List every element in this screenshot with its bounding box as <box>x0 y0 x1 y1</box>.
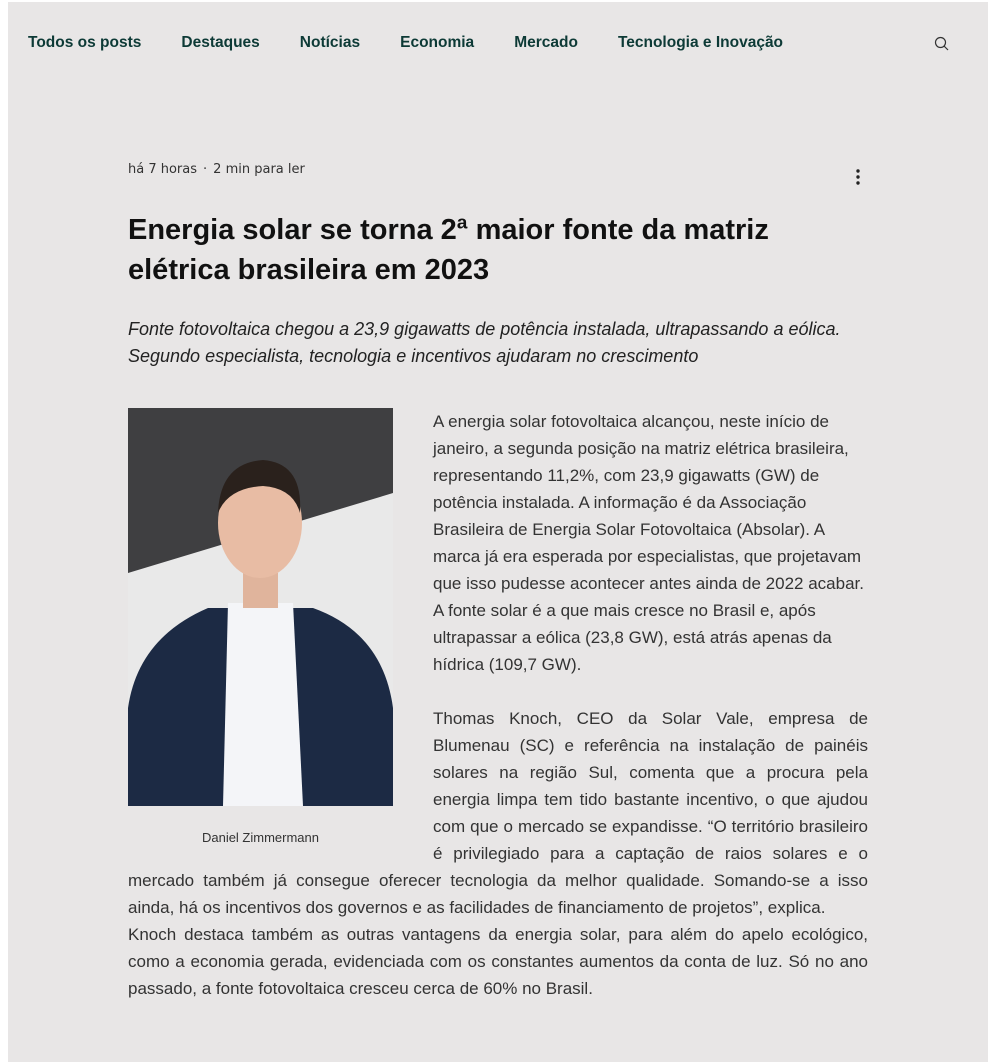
blog-post <box>128 162 868 1002</box>
category-nav <box>28 34 823 52</box>
more-options-icon[interactable] <box>848 167 868 187</box>
paragraph-3: Knoch destaca também as outras vantagens da energia solar, para além do apelo ecológico, como a economia gerada, evidenciada com os constantes aumentos da conta de luz. Só no ano passado, a fonte fotovoltaica cresceu cerca de 60% no Brasil. <box>128 925 868 998</box>
photo-caption: Daniel Zimmermann <box>201 830 320 845</box>
post-subtitle: Fonte fotovoltaica chegou a 23,9 gigawatts de potência instalada, ultrapassando a eólica. Segundo especialista, tecnologia e incentivos ajudaram no crescimento <box>128 319 841 366</box>
nav-tecnologia-e-inovacao[interactable]: Tecnologia e Inovação <box>617 34 784 51</box>
nav-economia[interactable]: Economia <box>400 34 475 51</box>
post-time: há 7 horas <box>128 162 198 177</box>
post-meta <box>128 162 868 177</box>
nav-mercado[interactable]: Mercado <box>514 34 578 51</box>
nav-noticias[interactable]: Notícias <box>299 34 361 51</box>
post-body <box>128 408 868 1002</box>
nav-todos-os-posts[interactable]: Todos os posts <box>28 34 142 51</box>
portrait-photo[interactable] <box>128 408 393 806</box>
post-title: Energia solar se torna 2ª maior fonte da matriz elétrica brasileira em 2023 <box>128 214 769 286</box>
read-time: 2 min para ler <box>213 162 305 177</box>
search-icon[interactable] <box>934 36 950 52</box>
paragraph-2: Thomas Knoch, CEO da Solar Vale, empresa de Blumenau (SC) e referência na instalação de painéis solares na região Sul, comenta que a procura pela energia limpa tem tido bastante incentivo, o que ajudou com que o mercado se expandisse. “O território brasileiro é privilegiado para a captação de raios solares e o mercado também já consegue oferecer tecnologia da melhor qualidade. Somando-se a isso ainda, há os incentivos dos governos e as facilidades de financiamento de projetos”, explica. <box>128 709 868 917</box>
paragraph-1: A energia solar fotovoltaica alcançou, neste início de janeiro, a segunda posição na matriz elétrica brasileira, representando 11,2%, com 23,9 gigawatts (GW) de potência instalada. A informação é da Associação Brasileira de Energia Solar Fotovoltaica (Absolar). A marca já era esperada por especialistas, que projetavam que isso pudesse acontecer antes ainda de 2022 acabar. A fonte solar é a que mais cresce no Brasil e, após ultrapassar a eólica (23,8 GW), está atrás apenas da hídrica (109,7 GW). <box>433 412 864 674</box>
nav-destaques[interactable]: Destaques <box>181 34 260 51</box>
blog-page <box>8 2 988 1062</box>
meta-separator: · <box>203 162 208 177</box>
post-figure <box>128 408 393 851</box>
